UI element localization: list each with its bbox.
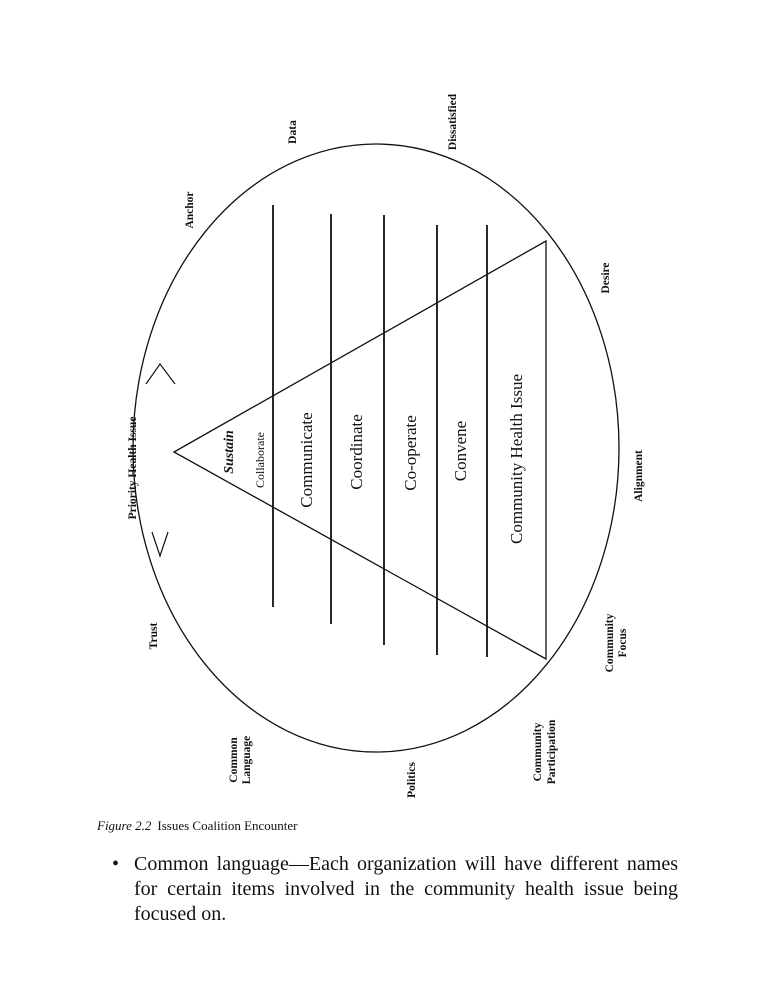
- label-co-operate: Co-operate: [401, 415, 420, 491]
- label-dissatisfied: Dissatisfied: [447, 93, 459, 151]
- label-desire: Desire: [600, 262, 612, 294]
- label-community-participation-line1: Community: [532, 722, 544, 782]
- label-community-participation-line2: Participation: [546, 719, 558, 785]
- bullet-item: [112, 852, 678, 927]
- label-communicate: Communicate: [297, 412, 316, 508]
- bullet-marker: •: [112, 853, 120, 875]
- label-sustain: Sustain: [222, 430, 237, 474]
- bullet-text: Common language—Each organization will have different names for certain items involved in the community health issue being focused on.: [134, 853, 678, 925]
- arrow-chevron-lower: [152, 532, 168, 556]
- label-politics: Politics: [406, 762, 418, 798]
- label-community-focus-line2: Focus: [617, 628, 629, 658]
- label-convene: Convene: [451, 420, 470, 482]
- label-common-language-line1: Common: [228, 737, 240, 783]
- label-priority-health-issue: Priority Health Issue: [127, 416, 139, 520]
- label-alignment: Alignment: [633, 450, 645, 502]
- figure-number: Figure 2.2: [97, 818, 152, 833]
- arrow-chevron-upper: [146, 364, 175, 384]
- label-anchor: Anchor: [184, 191, 196, 229]
- label-data: Data: [287, 120, 299, 144]
- label-coordinate: Coordinate: [347, 414, 366, 490]
- label-community-health-issue: Community Health Issue: [507, 374, 526, 544]
- label-collaborate: Collaborate: [253, 432, 267, 488]
- label-trust: Trust: [148, 622, 160, 650]
- label-common-language-line2: Language: [241, 735, 253, 785]
- figure-title: Issues Coalition Encounter: [157, 818, 298, 833]
- figure-caption: [97, 818, 298, 834]
- label-community-focus-line1: Community: [604, 613, 616, 673]
